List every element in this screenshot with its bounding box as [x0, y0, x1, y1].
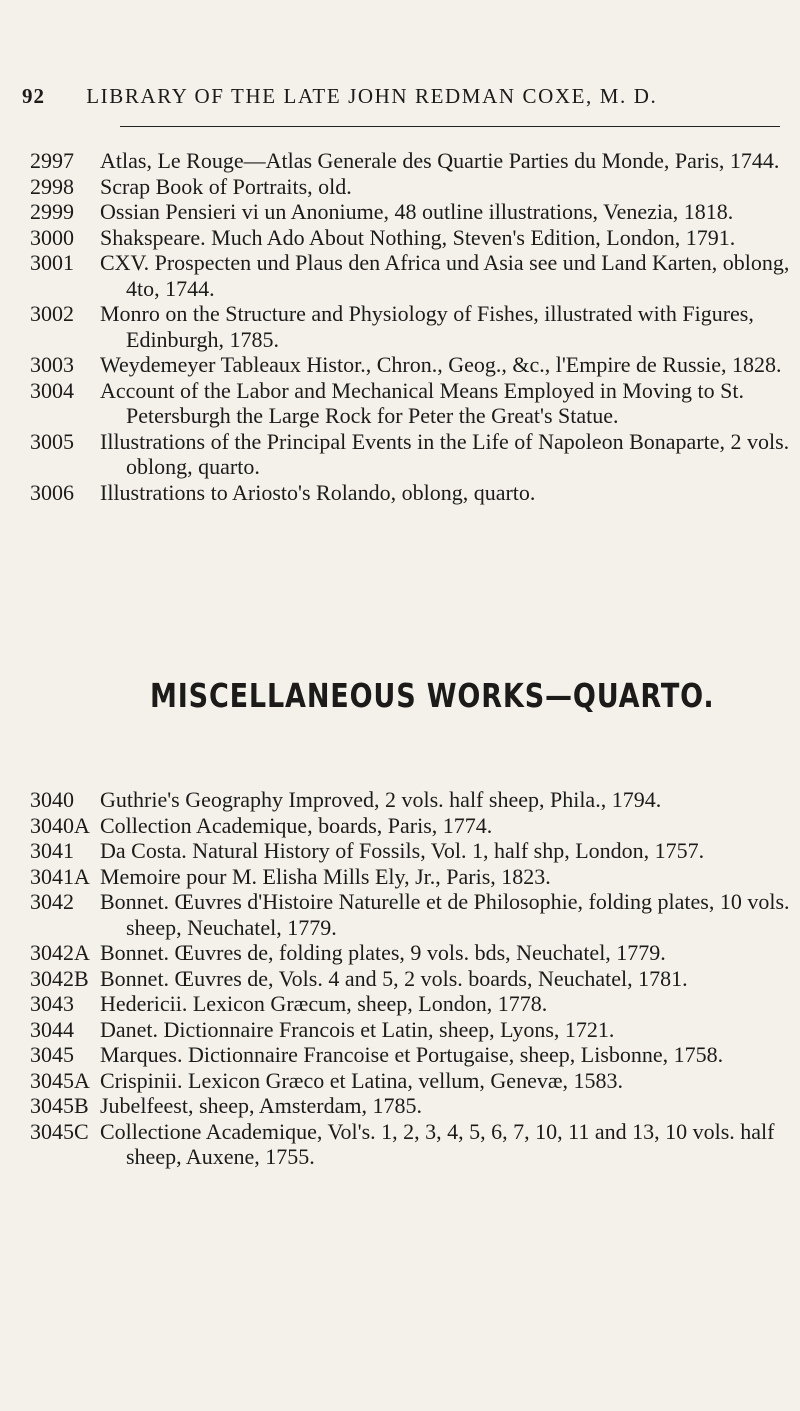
lot-number: 3040	[30, 787, 74, 812]
lot-number: 3045	[30, 1042, 74, 1067]
lot-number: 3045B	[30, 1093, 89, 1118]
catalog-entry	[0, 352, 800, 378]
lot-description: Bonnet. Œuvres d'Histoire Naturelle et de Philosophie, folding plates, 10 vols. sheep, Neuchatel, 1779.	[100, 889, 790, 940]
header-rule	[120, 126, 780, 127]
lot-description: Guthrie's Geography Improved, 2 vols. half sheep, Phila., 1794.	[100, 787, 662, 812]
lot-description: Ossian Pensieri vi un Anoniume, 48 outline illustrations, Venezia, 1818.	[100, 199, 734, 224]
lot-number: 3041	[30, 838, 74, 863]
catalog-entry	[0, 991, 800, 1017]
catalog-entry	[0, 250, 800, 301]
entry-list-miscellaneous	[0, 787, 800, 1170]
catalog-entry	[0, 1093, 800, 1119]
catalog-entry	[0, 966, 800, 992]
lot-number: 3002	[30, 301, 74, 326]
lot-number: 3045A	[30, 1067, 90, 1093]
catalog-entry	[0, 1017, 800, 1043]
lot-number: 3042	[30, 889, 74, 914]
lot-description: Account of the Labor and Mechanical Means Employed in Moving to St. Petersburgh the Large Rock for Peter the Great's Statue.	[100, 377, 744, 428]
lot-description: Monro on the Structure and Physiology of Fishes, illustrated with Figures, Edinburgh, 1785.	[100, 301, 754, 352]
lot-description: Jubelfeest, sheep, Amsterdam, 1785.	[100, 1093, 422, 1118]
catalog-entry	[0, 813, 800, 839]
lot-description: Illustrations to Ariosto's Rolando, oblong, quarto.	[100, 479, 536, 505]
lot-number: 3000	[30, 224, 74, 250]
lot-number: 2998	[30, 173, 74, 199]
catalog-entry	[0, 225, 800, 251]
lot-description: Bonnet. Œuvres de, folding plates, 9 vols. bds, Neuchatel, 1779.	[100, 940, 666, 965]
running-title: LIBRARY OF THE LATE JOHN REDMAN COXE, M. D.	[86, 84, 658, 108]
lot-description: Atlas, Le Rouge—Atlas Generale des Quartie Parties du Monde, Paris, 1744.	[100, 148, 780, 173]
page-number: 92	[22, 84, 45, 108]
lot-description: Danet. Dictionnaire Francois et Latin, sheep, Lyons, 1721.	[100, 1016, 615, 1042]
lot-number: 3001	[30, 250, 74, 275]
lot-number: 3042B	[30, 965, 89, 991]
catalog-entry	[0, 889, 800, 940]
catalog-entry	[0, 301, 800, 352]
catalog-entry	[0, 838, 800, 864]
catalog-entry	[0, 864, 800, 890]
catalog-entry	[0, 480, 800, 506]
catalog-entry	[0, 148, 800, 174]
lot-description: Bonnet. Œuvres de, Vols. 4 and 5, 2 vols. boards, Neuchatel, 1781.	[100, 965, 688, 991]
lot-description: CXV. Prospecten und Plaus den Africa und Asia see und Land Karten, oblong, 4to, 1744.	[100, 250, 790, 301]
catalog-entry	[0, 174, 800, 200]
catalog-entry	[0, 199, 800, 225]
lot-number: 3004	[30, 377, 74, 403]
catalog-entry	[0, 1119, 800, 1170]
lot-number: 3005	[30, 428, 74, 454]
lot-description: Marques. Dictionnaire Francoise et Portugaise, sheep, Lisbonne, 1758.	[100, 1042, 724, 1067]
lot-description: Da Costa. Natural History of Fossils, Vol. 1, half shp, London, 1757.	[100, 838, 705, 863]
catalog-entry	[0, 787, 800, 813]
catalog-entry	[0, 940, 800, 966]
page-header	[22, 84, 782, 109]
lot-description: Shakspeare. Much Ado About Nothing, Steven's Edition, London, 1791.	[100, 224, 736, 250]
catalog-entry	[0, 378, 800, 429]
lot-description: Crispinii. Lexicon Græco et Latina, vellum, Genevæ, 1583.	[100, 1067, 624, 1093]
lot-description: Memoire pour M. Elisha Mills Ely, Jr., Paris, 1823.	[100, 863, 551, 889]
lot-description: Hedericii. Lexicon Græcum, sheep, London, 1778.	[100, 991, 548, 1016]
catalog-entry	[0, 1068, 800, 1094]
lot-description: Collectione Academique, Vol's. 1, 2, 3, 4, 5, 6, 7, 10, 11 and 13, 10 vols. half sheep, Auxene, 1755.	[100, 1118, 775, 1169]
lot-number: 3042A	[30, 940, 90, 965]
lot-description: Scrap Book of Portraits, old.	[100, 173, 352, 199]
lot-number: 3044	[30, 1016, 74, 1042]
lot-description: Weydemeyer Tableaux Histor., Chron., Geog., &c., l'Empire de Russie, 1828.	[100, 352, 782, 377]
lot-number: 3041A	[30, 863, 90, 889]
lot-number: 3003	[30, 352, 74, 377]
catalog-entry	[0, 429, 800, 480]
lot-number: 2997	[30, 148, 74, 173]
lot-number: 3040A	[30, 812, 90, 838]
section-heading: MISCELLANEOUS WORKS—QUARTO.	[150, 676, 715, 715]
lot-description: Collection Academique, boards, Paris, 1774.	[100, 812, 493, 838]
lot-number: 3045C	[30, 1118, 89, 1144]
catalog-entry	[0, 1042, 800, 1068]
lot-number: 3043	[30, 991, 74, 1016]
lot-number: 3006	[30, 479, 74, 505]
lot-description: Illustrations of the Principal Events in the Life of Napoleon Bonaparte, 2 vols. oblong, quarto.	[100, 428, 790, 479]
entry-list-atlases	[0, 148, 800, 505]
lot-number: 2999	[30, 199, 74, 224]
